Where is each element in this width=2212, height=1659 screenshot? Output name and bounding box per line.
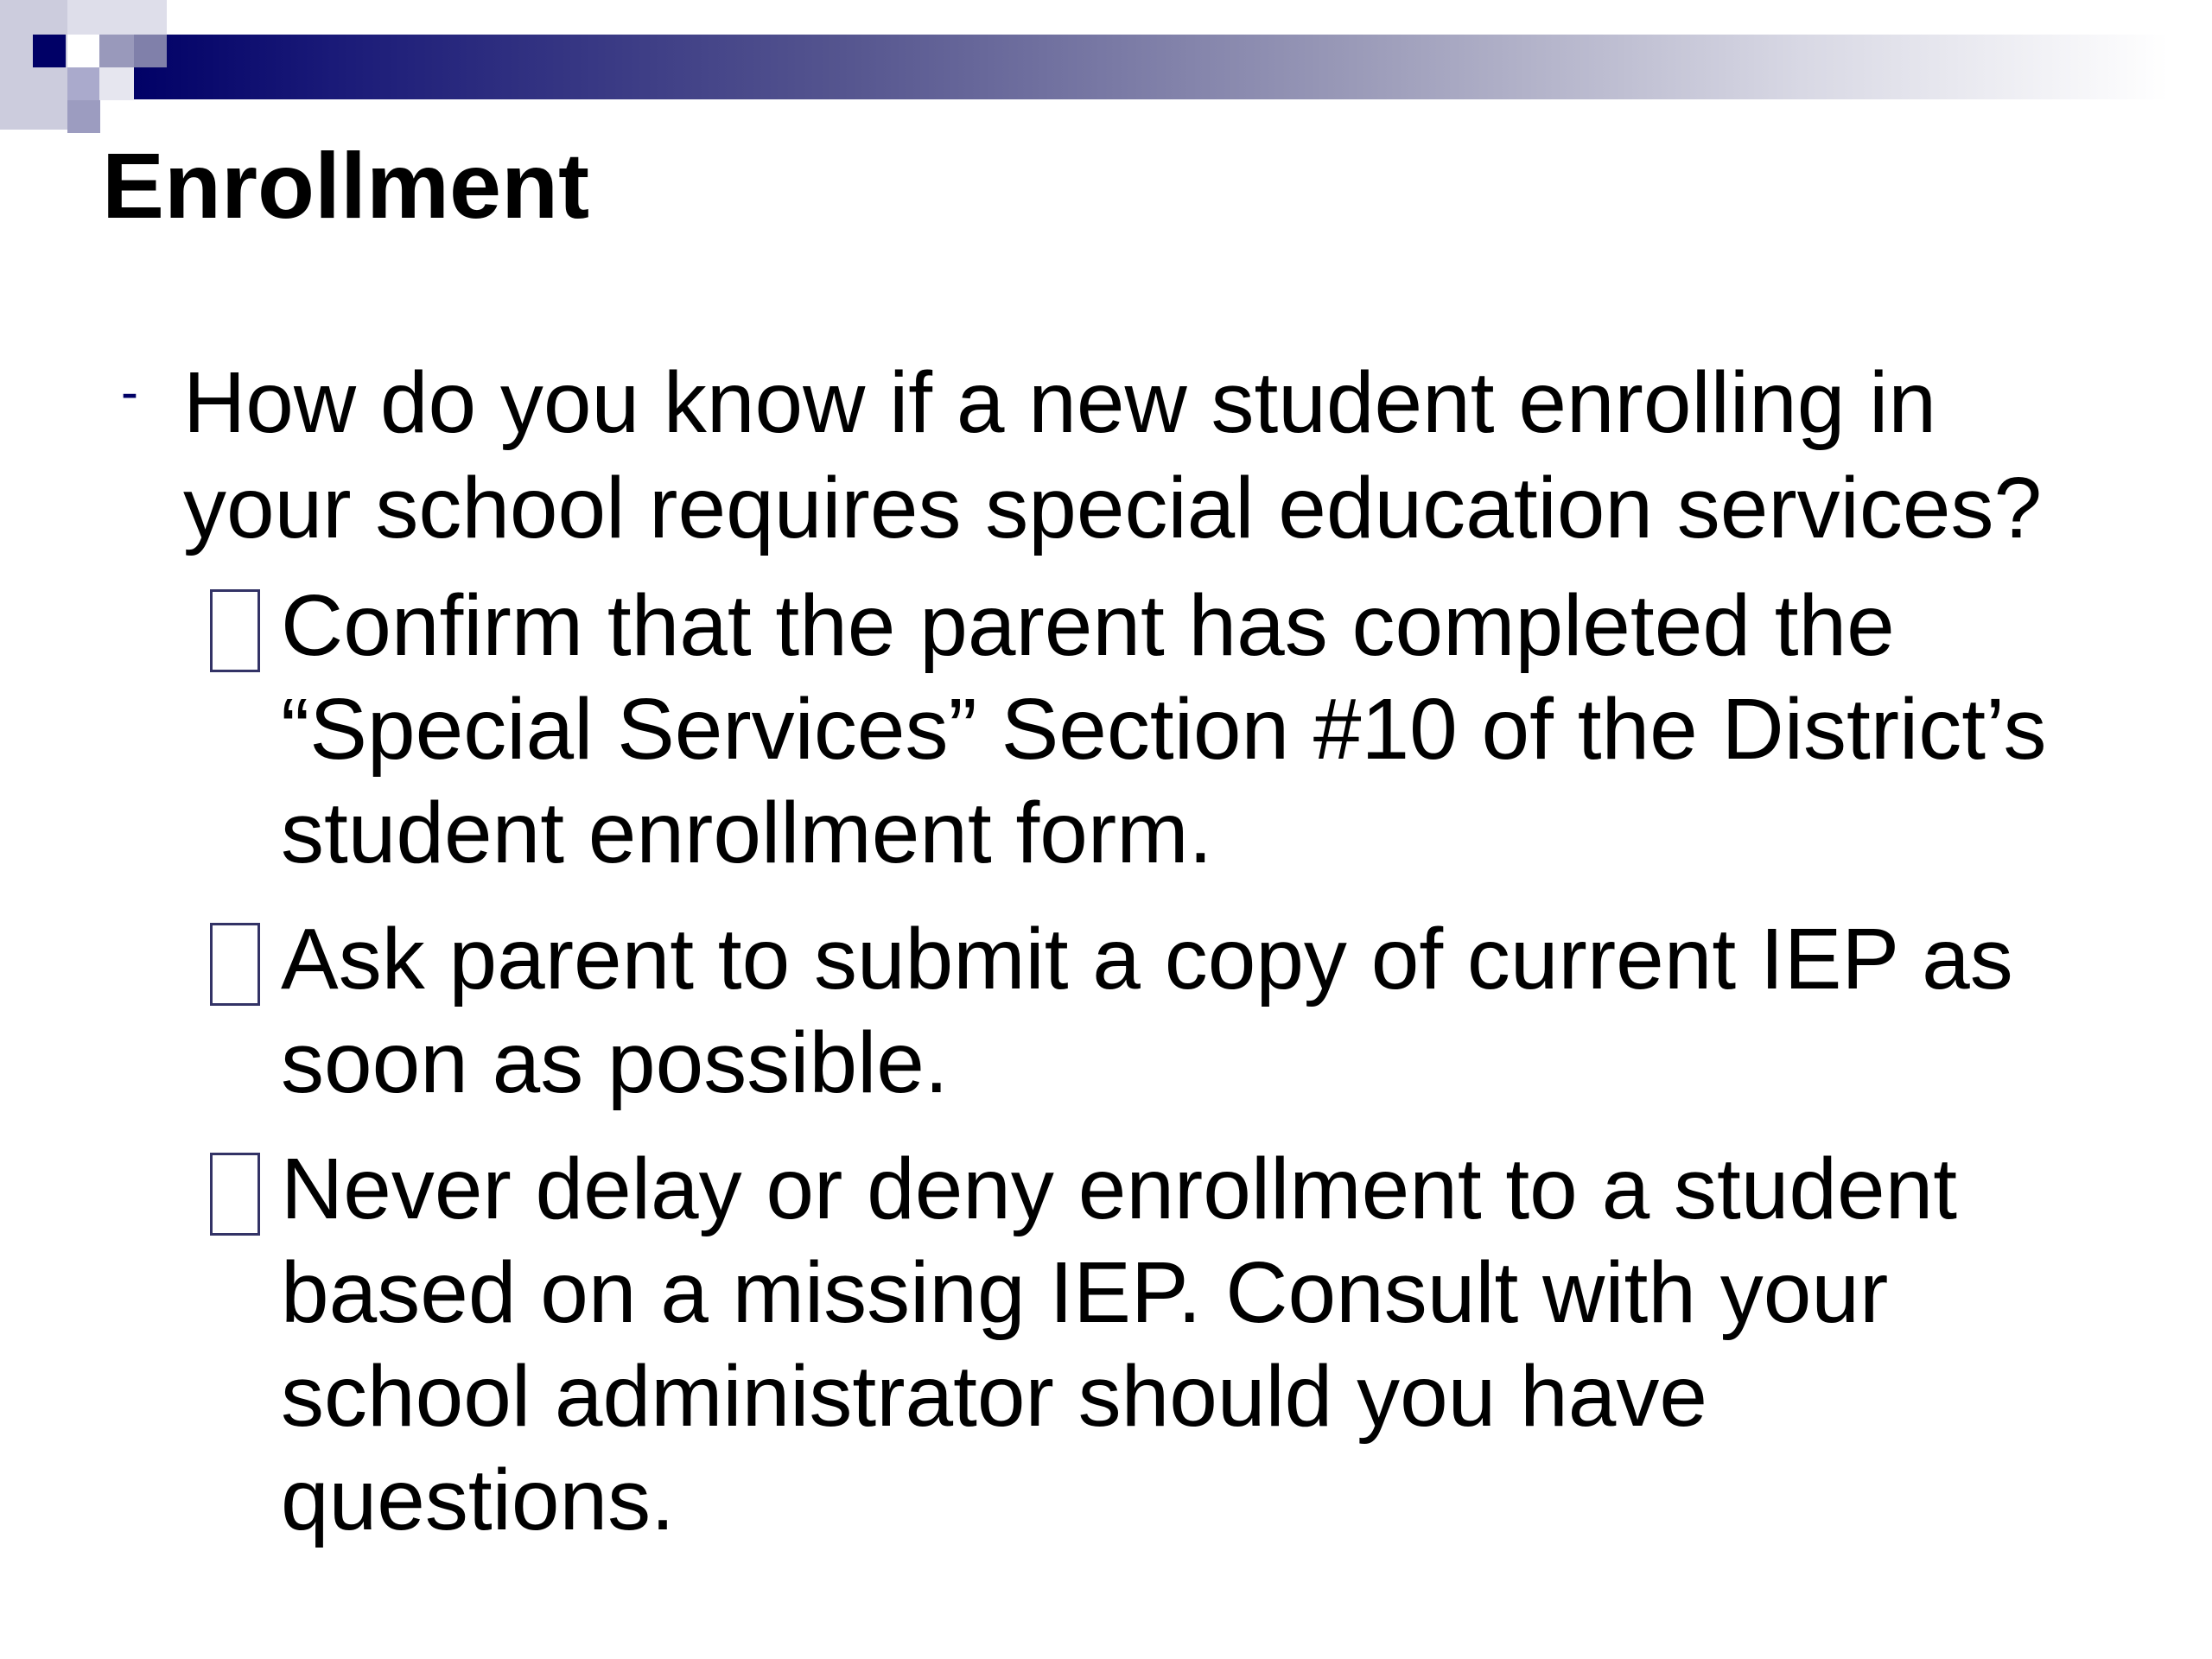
question-text: How do you know if a new student enrolling in your school requires special education services? <box>183 354 2043 556</box>
decor-square <box>67 67 100 100</box>
header-banner <box>130 35 2169 99</box>
decor-square <box>67 0 167 35</box>
bullet-point <box>281 907 2100 1115</box>
bullet-point <box>281 574 2100 885</box>
decor-square <box>99 67 134 100</box>
dash-bullet-icon: - <box>121 363 138 421</box>
bullet-question <box>112 350 2100 561</box>
decor-square <box>67 100 100 133</box>
bullet-point-text: Never delay or deny enrollment to a student based on a missing IEP. Consult with your school administrator should you have questions. <box>281 1141 1957 1548</box>
bullet-point-text: Ask parent to submit a copy of current IEP as soon as possible. <box>281 911 2013 1111</box>
decor-square <box>99 35 134 69</box>
bullet-point <box>281 1137 2100 1552</box>
slide-body <box>112 350 2100 1552</box>
bullet-point-text: Confirm that the parent has completed the “Special Services” Section #10 of the District’s student enrollment form. <box>281 577 2047 881</box>
square-bullet-icon <box>210 923 260 1006</box>
decor-square <box>134 35 167 67</box>
square-bullet-icon <box>210 1153 260 1236</box>
square-bullet-icon <box>210 589 260 672</box>
decor-square <box>33 35 66 67</box>
slide-title: Enrollment <box>102 133 590 238</box>
